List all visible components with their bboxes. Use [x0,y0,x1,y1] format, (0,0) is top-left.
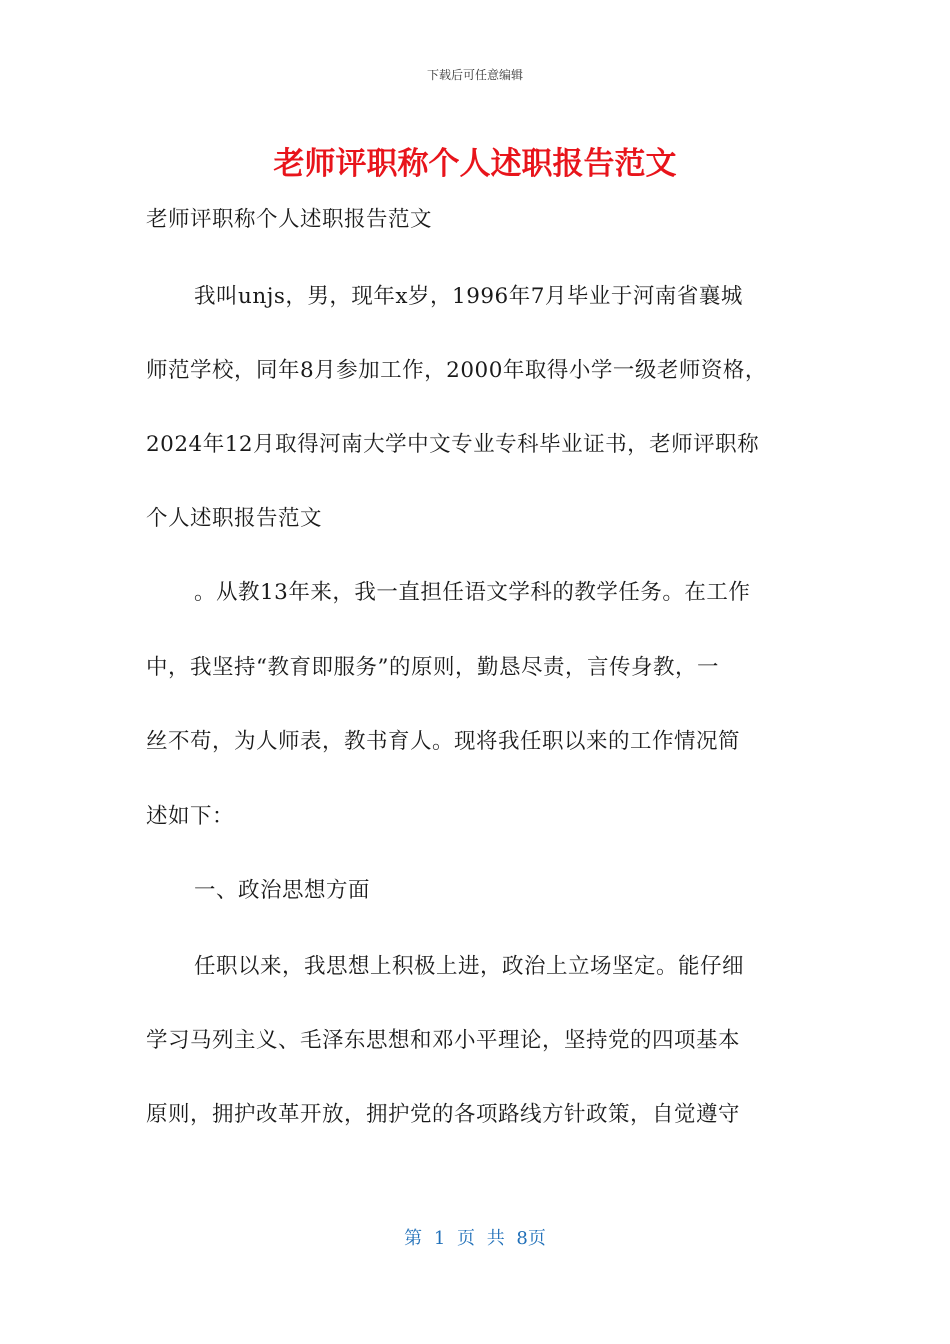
document-title: 老师评职称个人述职报告范文 [273,146,677,182]
body-line: 中，我坚持“教育即服务”的原则，勤恳尽责，言传身教，一 [146,655,719,680]
body-line: 原则，拥护改革开放，拥护党的各项路线方针政策，自觉遵守 [146,1102,741,1127]
body-line: 个人述职报告范文 [146,506,323,531]
body-line: 任职以来，我思想上积极上进，政治上立场坚定。能仔细 [194,954,745,979]
header-note: 下载后可任意编辑 [426,68,523,82]
body-line: 学习马列主义、毛泽东思想和邓小平理论，坚持党的四项基本 [146,1028,741,1053]
body-line: 师范学校，同年8月参加工作，2000年取得小学一级老师资格， [146,358,767,383]
body-line: 2024年12月取得河南大学中文专业专科毕业证书，老师评职称 [146,432,760,457]
page-number-footer: 第 1 页 共 8页 [404,1228,546,1249]
body-line: 老师评职称个人述职报告范文 [146,207,433,232]
body-line: 。从教13年来，我一直担任语文学科的教学任务。在工作 [194,580,751,605]
body-line: 丝不苟，为人师表，教书育人。现将我任职以来的工作情况简 [146,729,741,754]
body-line: 述如下： [146,804,235,829]
body-line: 我叫unjs，男，现年x岁，1996年7月毕业于河南省襄城 [194,284,743,309]
section-heading: 一、政治思想方面 [194,878,371,903]
